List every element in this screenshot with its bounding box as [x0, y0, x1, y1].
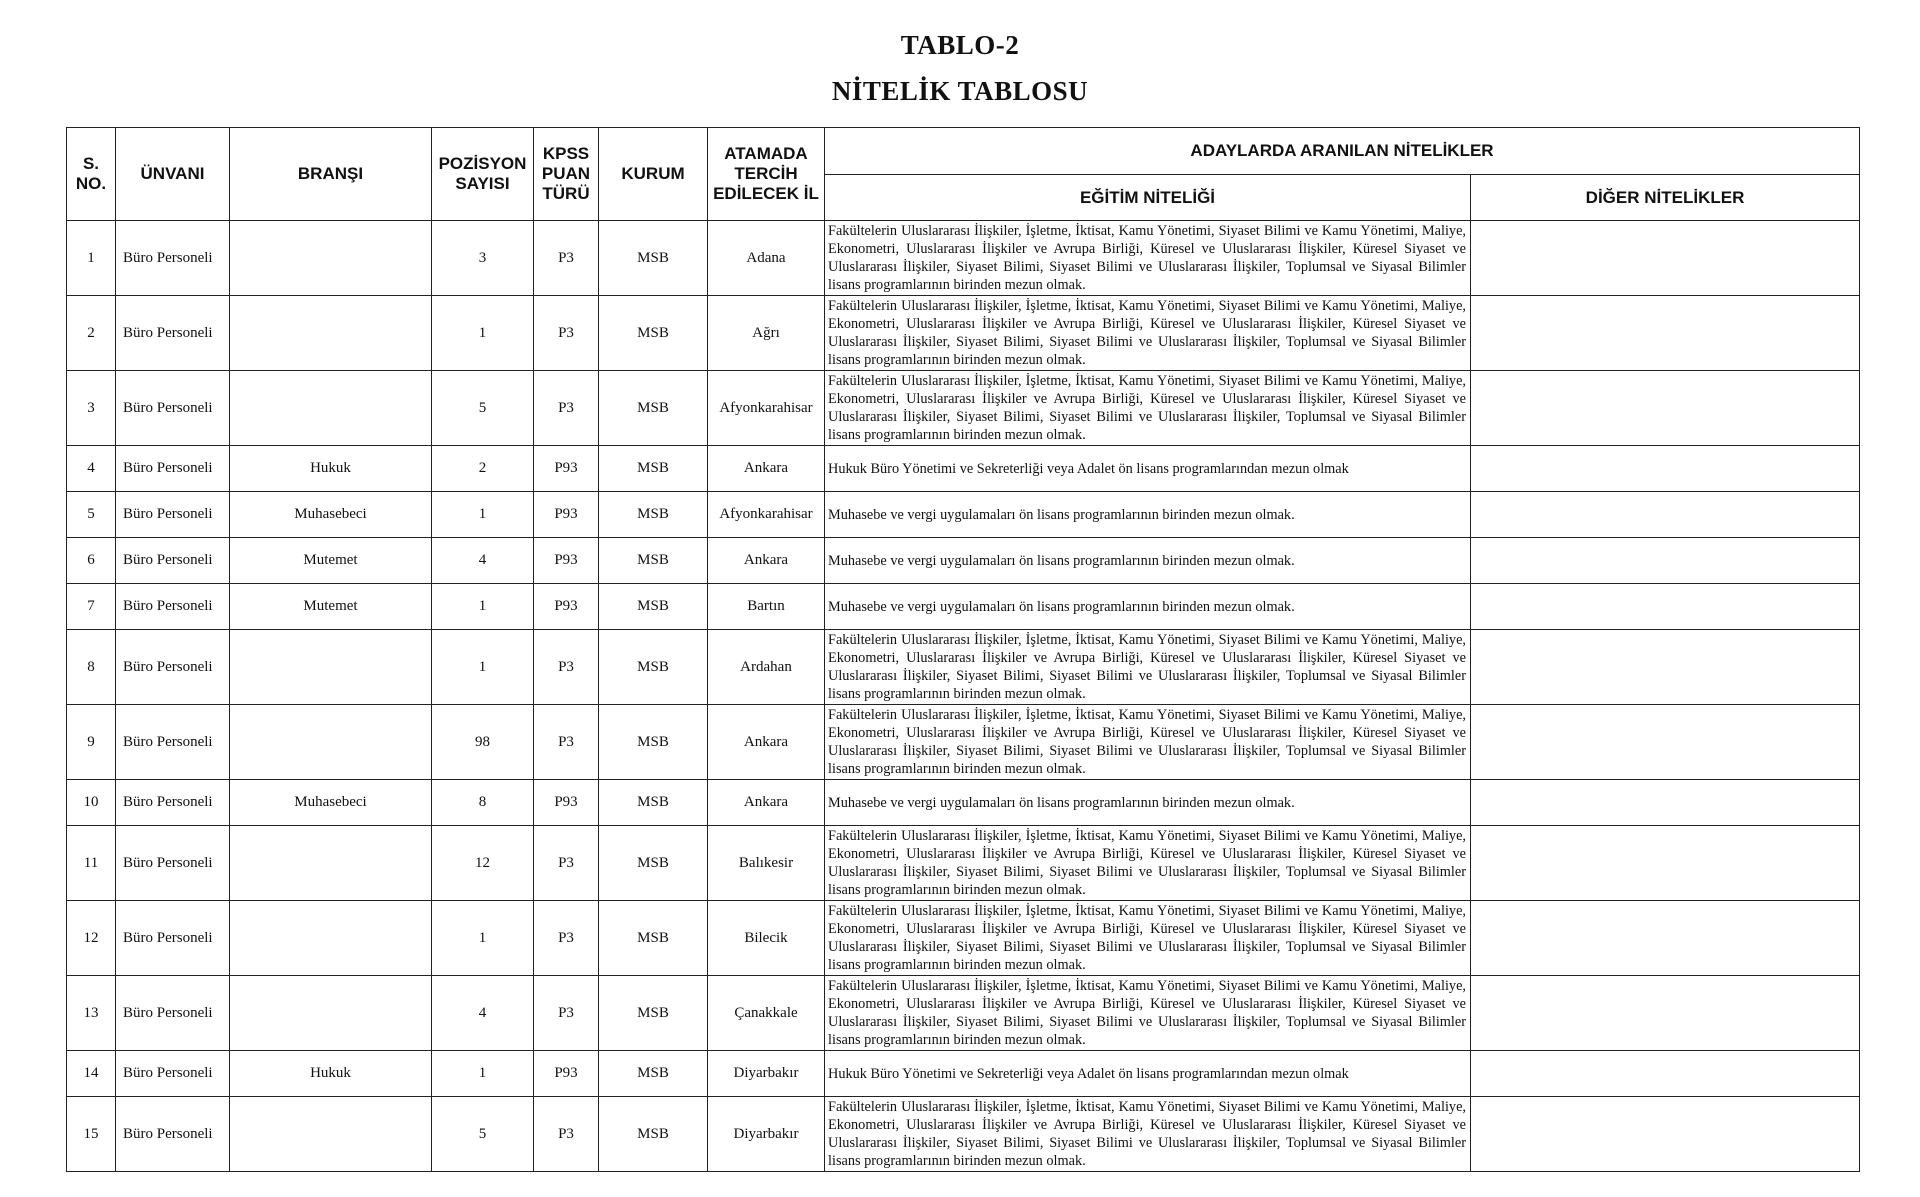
- cell-diger: [1471, 1051, 1860, 1097]
- cell-il: Ankara: [708, 538, 825, 584]
- cell-kpss: P3: [534, 826, 599, 901]
- cell-sayi: 3: [432, 221, 534, 296]
- header-unvan: ÜNVANI: [116, 128, 230, 221]
- cell-kurum: MSB: [599, 296, 708, 371]
- cell-unvan: Büro Personeli: [116, 630, 230, 705]
- cell-egitim: Fakültelerin Uluslararası İlişkiler, İşletme, İktisat, Kamu Yönetimi, Siyaset Bilimi ve Kamu Yönetimi, Maliye, Ekonometri, Uluslararası İlişkiler ve Avrupa Birliği, Küresel ve Uluslararası İlişkiler, Küresel Siyaset ve Uluslararası İlişkiler, Siyaset Bilimi, Siyaset Bilimi ve Uluslararası İlişkiler, Toplumsal ve Siyasal Bilimler lisans programlarının birinden mezun olmak.: [825, 630, 1471, 705]
- cell-diger: [1471, 976, 1860, 1051]
- header-nitelikler: ADAYLARDA ARANILAN NİTELİKLER: [825, 128, 1860, 175]
- cell-kpss: P3: [534, 630, 599, 705]
- cell-il: Ankara: [708, 705, 825, 780]
- cell-unvan: Büro Personeli: [116, 826, 230, 901]
- cell-il: Afyonkarahisar: [708, 492, 825, 538]
- cell-sno: 15: [67, 1097, 116, 1172]
- cell-egitim: Hukuk Büro Yönetimi ve Sekreterliği veya Adalet ön lisans programlarından mezun olmak: [825, 446, 1471, 492]
- cell-kurum: MSB: [599, 221, 708, 296]
- cell-kurum: MSB: [599, 630, 708, 705]
- cell-sayi: 1: [432, 584, 534, 630]
- cell-unvan: Büro Personeli: [116, 901, 230, 976]
- cell-il: Bartın: [708, 584, 825, 630]
- cell-diger: [1471, 826, 1860, 901]
- cell-egitim: Fakültelerin Uluslararası İlişkiler, İşletme, İktisat, Kamu Yönetimi, Siyaset Bilimi ve Kamu Yönetimi, Maliye, Ekonometri, Uluslararası İlişkiler ve Avrupa Birliği, Küresel ve Uluslararası İlişkiler, Küresel Siyaset ve Uluslararası İlişkiler, Siyaset Bilimi, Siyaset Bilimi ve Uluslararası İlişkiler, Toplumsal ve Siyasal Bilimler lisans programlarının birinden mezun olmak.: [825, 976, 1471, 1051]
- cell-sno: 5: [67, 492, 116, 538]
- cell-sayi: 1: [432, 296, 534, 371]
- cell-kurum: MSB: [599, 976, 708, 1051]
- cell-sno: 13: [67, 976, 116, 1051]
- cell-il: Balıkesir: [708, 826, 825, 901]
- cell-diger: [1471, 221, 1860, 296]
- table-row: [67, 1051, 1860, 1097]
- cell-egitim: Fakültelerin Uluslararası İlişkiler, İşletme, İktisat, Kamu Yönetimi, Siyaset Bilimi ve Kamu Yönetimi, Maliye, Ekonometri, Uluslararası İlişkiler ve Avrupa Birliği, Küresel ve Uluslararası İlişkiler, Küresel Siyaset ve Uluslararası İlişkiler, Siyaset Bilimi, Siyaset Bilimi ve Uluslararası İlişkiler, Toplumsal ve Siyasal Bilimler lisans programlarının birinden mezun olmak.: [825, 221, 1471, 296]
- cell-kpss: P3: [534, 901, 599, 976]
- cell-brans: [230, 1097, 432, 1172]
- cell-kurum: MSB: [599, 538, 708, 584]
- table-row: [67, 1097, 1860, 1172]
- cell-sno: 6: [67, 538, 116, 584]
- cell-diger: [1471, 630, 1860, 705]
- header-il: ATAMADA TERCİH EDİLECEK İL: [708, 128, 825, 221]
- cell-diger: [1471, 1097, 1860, 1172]
- cell-brans: Mutemet: [230, 538, 432, 584]
- qualification-table: [66, 127, 1860, 1172]
- cell-kpss: P3: [534, 705, 599, 780]
- cell-kurum: MSB: [599, 584, 708, 630]
- cell-sno: 7: [67, 584, 116, 630]
- table-row: [67, 492, 1860, 538]
- cell-il: Bilecik: [708, 901, 825, 976]
- cell-sno: 10: [67, 780, 116, 826]
- header-kurum: KURUM: [599, 128, 708, 221]
- cell-sayi: 8: [432, 780, 534, 826]
- cell-kpss: P3: [534, 976, 599, 1051]
- cell-kpss: P93: [534, 780, 599, 826]
- cell-kurum: MSB: [599, 446, 708, 492]
- cell-sno: 9: [67, 705, 116, 780]
- cell-brans: [230, 826, 432, 901]
- page-title: TABLO-2: [900, 30, 1020, 60]
- table-row: [67, 780, 1860, 826]
- header-kpss: KPSS PUAN TÜRÜ: [534, 128, 599, 221]
- cell-sno: 11: [67, 826, 116, 901]
- cell-unvan: Büro Personeli: [116, 371, 230, 446]
- cell-unvan: Büro Personeli: [116, 492, 230, 538]
- cell-brans: [230, 296, 432, 371]
- cell-sayi: 4: [432, 976, 534, 1051]
- cell-egitim: Hukuk Büro Yönetimi ve Sekreterliği veya Adalet ön lisans programlarından mezun olmak: [825, 1051, 1471, 1097]
- cell-kurum: MSB: [599, 492, 708, 538]
- cell-egitim: Fakültelerin Uluslararası İlişkiler, İşletme, İktisat, Kamu Yönetimi, Siyaset Bilimi ve Kamu Yönetimi, Maliye, Ekonometri, Uluslararası İlişkiler ve Avrupa Birliği, Küresel ve Uluslararası İlişkiler, Küresel Siyaset ve Uluslararası İlişkiler, Siyaset Bilimi, Siyaset Bilimi ve Uluslararası İlişkiler, Toplumsal ve Siyasal Bilimler lisans programlarının birinden mezun olmak.: [825, 705, 1471, 780]
- cell-il: Ardahan: [708, 630, 825, 705]
- cell-sayi: 1: [432, 901, 534, 976]
- cell-brans: Mutemet: [230, 584, 432, 630]
- cell-egitim: Fakültelerin Uluslararası İlişkiler, İşletme, İktisat, Kamu Yönetimi, Siyaset Bilimi ve Kamu Yönetimi, Maliye, Ekonometri, Uluslararası İlişkiler ve Avrupa Birliği, Küresel ve Uluslararası İlişkiler, Küresel Siyaset ve Uluslararası İlişkiler, Siyaset Bilimi, Siyaset Bilimi ve Uluslararası İlişkiler, Toplumsal ve Siyasal Bilimler lisans programlarının birinden mezun olmak.: [825, 1097, 1471, 1172]
- cell-diger: [1471, 296, 1860, 371]
- cell-il: Afyonkarahisar: [708, 371, 825, 446]
- cell-brans: [230, 371, 432, 446]
- cell-brans: Hukuk: [230, 446, 432, 492]
- cell-egitim: Fakültelerin Uluslararası İlişkiler, İşletme, İktisat, Kamu Yönetimi, Siyaset Bilimi ve Kamu Yönetimi, Maliye, Ekonometri, Uluslararası İlişkiler ve Avrupa Birliği, Küresel ve Uluslararası İlişkiler, Küresel Siyaset ve Uluslararası İlişkiler, Siyaset Bilimi, Siyaset Bilimi ve Uluslararası İlişkiler, Toplumsal ve Siyasal Bilimler lisans programlarının birinden mezun olmak.: [825, 826, 1471, 901]
- cell-il: Diyarbakır: [708, 1097, 825, 1172]
- cell-kpss: P3: [534, 371, 599, 446]
- cell-sayi: 2: [432, 446, 534, 492]
- header-pozisyon: POZİSYON SAYISI: [432, 128, 534, 221]
- header-diger: DİĞER NİTELİKLER: [1471, 175, 1860, 221]
- table-row: [67, 705, 1860, 780]
- cell-diger: [1471, 584, 1860, 630]
- table-row: [67, 371, 1860, 446]
- cell-diger: [1471, 780, 1860, 826]
- table-row: [67, 584, 1860, 630]
- cell-il: Diyarbakır: [708, 1051, 825, 1097]
- cell-brans: Muhasebeci: [230, 780, 432, 826]
- cell-brans: [230, 221, 432, 296]
- cell-unvan: Büro Personeli: [116, 705, 230, 780]
- cell-kurum: MSB: [599, 826, 708, 901]
- cell-diger: [1471, 705, 1860, 780]
- cell-sayi: 1: [432, 492, 534, 538]
- page-subtitle: NİTELİK TABLOSU: [831, 76, 1089, 106]
- header-bransi: BRANŞI: [230, 128, 432, 221]
- cell-il: Ankara: [708, 446, 825, 492]
- cell-kurum: MSB: [599, 1097, 708, 1172]
- cell-sno: 3: [67, 371, 116, 446]
- cell-sno: 2: [67, 296, 116, 371]
- cell-sayi: 5: [432, 371, 534, 446]
- cell-sno: 4: [67, 446, 116, 492]
- cell-kpss: P93: [534, 538, 599, 584]
- cell-kurum: MSB: [599, 780, 708, 826]
- cell-sayi: 98: [432, 705, 534, 780]
- header-row: [67, 128, 1860, 175]
- cell-kpss: P93: [534, 446, 599, 492]
- cell-il: Adana: [708, 221, 825, 296]
- cell-sno: 8: [67, 630, 116, 705]
- cell-il: Ağrı: [708, 296, 825, 371]
- cell-diger: [1471, 538, 1860, 584]
- cell-egitim: Muhasebe ve vergi uygulamaları ön lisans programlarının birinden mezun olmak.: [825, 584, 1471, 630]
- cell-unvan: Büro Personeli: [116, 538, 230, 584]
- cell-egitim: Muhasebe ve vergi uygulamaları ön lisans programlarının birinden mezun olmak.: [825, 780, 1471, 826]
- table-row: [67, 630, 1860, 705]
- cell-sayi: 1: [432, 1051, 534, 1097]
- cell-sno: 12: [67, 901, 116, 976]
- cell-unvan: Büro Personeli: [116, 296, 230, 371]
- cell-kpss: P3: [534, 296, 599, 371]
- cell-sayi: 4: [432, 538, 534, 584]
- cell-sno: 1: [67, 221, 116, 296]
- cell-diger: [1471, 371, 1860, 446]
- cell-egitim: Fakültelerin Uluslararası İlişkiler, İşletme, İktisat, Kamu Yönetimi, Siyaset Bilimi ve Kamu Yönetimi, Maliye, Ekonometri, Uluslararası İlişkiler ve Avrupa Birliği, Küresel ve Uluslararası İlişkiler, Küresel Siyaset ve Uluslararası İlişkiler, Siyaset Bilimi, Siyaset Bilimi ve Uluslararası İlişkiler, Toplumsal ve Siyasal Bilimler lisans programlarının birinden mezun olmak.: [825, 296, 1471, 371]
- cell-sno: 14: [67, 1051, 116, 1097]
- cell-kpss: P93: [534, 1051, 599, 1097]
- cell-kurum: MSB: [599, 705, 708, 780]
- cell-kurum: MSB: [599, 901, 708, 976]
- table-row: [67, 538, 1860, 584]
- table-row: [67, 826, 1860, 901]
- cell-egitim: Muhasebe ve vergi uygulamaları ön lisans programlarının birinden mezun olmak.: [825, 538, 1471, 584]
- cell-diger: [1471, 492, 1860, 538]
- cell-brans: [230, 901, 432, 976]
- header-egitim: EĞİTİM NİTELİĞİ: [825, 175, 1471, 221]
- cell-egitim: Fakültelerin Uluslararası İlişkiler, İşletme, İktisat, Kamu Yönetimi, Siyaset Bilimi ve Kamu Yönetimi, Maliye, Ekonometri, Uluslararası İlişkiler ve Avrupa Birliği, Küresel ve Uluslararası İlişkiler, Küresel Siyaset ve Uluslararası İlişkiler, Siyaset Bilimi, Siyaset Bilimi ve Uluslararası İlişkiler, Toplumsal ve Siyasal Bilimler lisans programlarının birinden mezun olmak.: [825, 901, 1471, 976]
- cell-unvan: Büro Personeli: [116, 584, 230, 630]
- cell-unvan: Büro Personeli: [116, 780, 230, 826]
- cell-brans: [230, 976, 432, 1051]
- cell-brans: [230, 630, 432, 705]
- cell-egitim: Muhasebe ve vergi uygulamaları ön lisans programlarının birinden mezun olmak.: [825, 492, 1471, 538]
- cell-unvan: Büro Personeli: [116, 221, 230, 296]
- cell-brans: Hukuk: [230, 1051, 432, 1097]
- table-row: [67, 221, 1860, 296]
- cell-unvan: Büro Personeli: [116, 446, 230, 492]
- cell-sayi: 12: [432, 826, 534, 901]
- table-row: [67, 446, 1860, 492]
- cell-kpss: P3: [534, 221, 599, 296]
- table-body: [67, 221, 1860, 1172]
- cell-kurum: MSB: [599, 371, 708, 446]
- cell-unvan: Büro Personeli: [116, 1051, 230, 1097]
- header-sno: S. NO.: [67, 128, 116, 221]
- cell-kpss: P93: [534, 584, 599, 630]
- table-row: [67, 296, 1860, 371]
- cell-diger: [1471, 446, 1860, 492]
- cell-unvan: Büro Personeli: [116, 976, 230, 1051]
- cell-kpss: P93: [534, 492, 599, 538]
- cell-il: Çanakkale: [708, 976, 825, 1051]
- cell-egitim: Fakültelerin Uluslararası İlişkiler, İşletme, İktisat, Kamu Yönetimi, Siyaset Bilimi ve Kamu Yönetimi, Maliye, Ekonometri, Uluslararası İlişkiler ve Avrupa Birliği, Küresel ve Uluslararası İlişkiler, Küresel Siyaset ve Uluslararası İlişkiler, Siyaset Bilimi, Siyaset Bilimi ve Uluslararası İlişkiler, Toplumsal ve Siyasal Bilimler lisans programlarının birinden mezun olmak.: [825, 371, 1471, 446]
- table-row: [67, 976, 1860, 1051]
- cell-kpss: P3: [534, 1097, 599, 1172]
- cell-diger: [1471, 901, 1860, 976]
- cell-brans: Muhasebeci: [230, 492, 432, 538]
- cell-unvan: Büro Personeli: [116, 1097, 230, 1172]
- cell-brans: [230, 705, 432, 780]
- cell-il: Ankara: [708, 780, 825, 826]
- cell-sayi: 5: [432, 1097, 534, 1172]
- table-row: [67, 901, 1860, 976]
- cell-kurum: MSB: [599, 1051, 708, 1097]
- cell-sayi: 1: [432, 630, 534, 705]
